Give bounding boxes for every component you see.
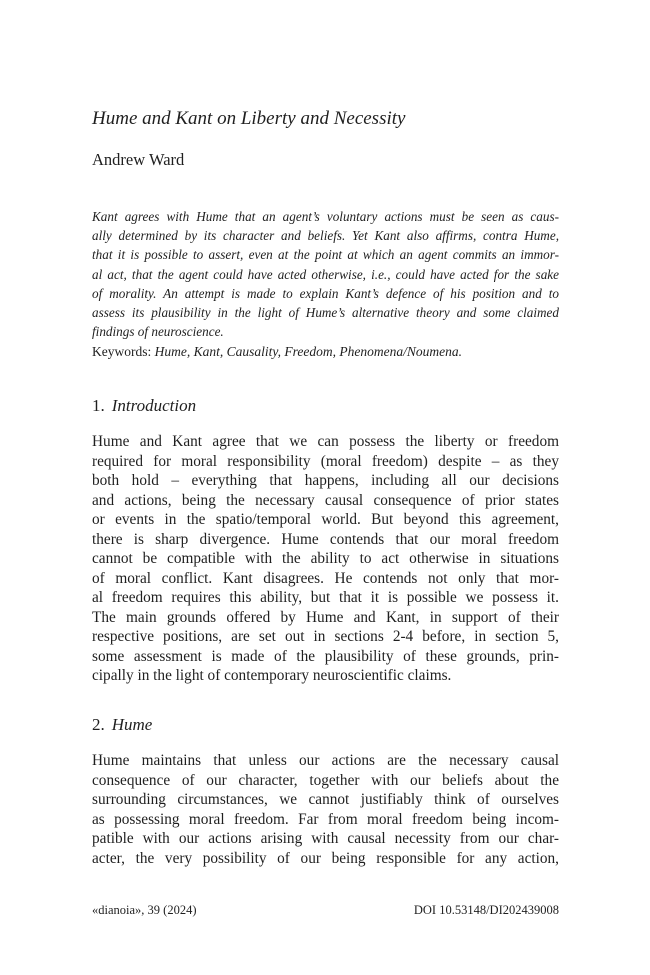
keywords-values: Hume, Kant, Causality, Freedom, Phenomena/Noumena. [154,344,462,359]
journal-citation: «dianoia», 39 (2024) [92,903,197,917]
page-footer [92,901,559,919]
abstract-line: Kant agrees with Hume that an agent’s voluntary actions must be seen as caus- [92,209,559,224]
paragraph-line: al freedom requires this ability, but that it is possible we possess it. [92,589,559,606]
paragraph-line: surrounding circumstances, we cannot justifiably think of ourselves [92,791,559,808]
keywords [92,343,462,361]
paragraph-line: there is sharp divergence. Hume contends that our moral freedom [92,530,559,548]
paragraph-line: Hume and Kant agree that we can possess the liberty or freedom [92,433,559,450]
section-number: 1. [92,396,105,415]
paragraph-line: patible with our actions arising with causal necessity from our char- [92,830,559,847]
abstract-line: assess its plausibility in the light of Hume’s alternative theory and some claimed [92,304,559,320]
paragraph-line: or events in the spatio/temporal world. But beyond this agreement, [92,511,559,528]
paper-page [92,0,559,975]
abstract-line: findings of neuroscience. [92,324,224,340]
paragraph-line: consequence of our character, together with our beliefs about the [92,771,559,789]
section-title: Hume [111,715,153,734]
paragraph-line: as possessing moral freedom. Far from moral freedom being incom- [92,810,559,828]
paragraph-line: some assessment is made of the plausibility of these grounds, prin- [92,647,559,665]
keywords-label: Keywords: [92,344,152,359]
section-title: Introduction [111,396,197,415]
paragraph-line: acter, the very possibility of our being responsible for any action, [92,849,559,867]
paragraph-line: required for moral responsibility (moral freedom) despite – as they [92,452,559,470]
abstract [92,207,559,341]
section-heading-hume [92,714,152,736]
paragraph-line: both hold – everything that happens, including all our decisions [92,472,559,489]
article-author: Andrew Ward [92,150,185,169]
paragraph-line: Hume maintains that unless our actions are the necessary causal [92,752,559,769]
abstract-line: of morality. An attempt is made to explain Kant’s defence of his position and to [92,285,559,301]
paragraph-line: of moral conflict. Kant disagrees. He contends not only that mor- [92,569,559,587]
paragraph-line: cannot be compatible with the ability to act otherwise in situations [92,550,559,567]
paragraph-line: respective positions, are set out in sections 2-4 before, in section 5, [92,628,559,645]
paragraph-line: cipally in the light of contemporary neuroscientific claims. [92,667,452,684]
section-number: 2. [92,715,105,734]
paragraph-line: The main grounds offered by Hume and Kant, in support of their [92,608,559,626]
abstract-line: that it is possible to assert, even at the point at which an agent commits an immor- [92,247,559,263]
article-title: Hume and Kant on Liberty and Necessity [92,108,406,129]
abstract-line: ally determined by its character and beliefs. Yet Kant also affirms, contra Hume, [92,228,559,244]
abstract-line: al act, that the agent could have acted otherwise, i.e., could have acted for the sake [92,266,559,282]
hume-paragraph [92,751,559,868]
section-heading-introduction [92,395,196,417]
introduction-paragraph [92,432,559,686]
paragraph-line: and actions, being the necessary causal consequence of prior states [92,491,559,509]
doi-link[interactable]: DOI 10.53148/DI202439008 [413,903,559,917]
